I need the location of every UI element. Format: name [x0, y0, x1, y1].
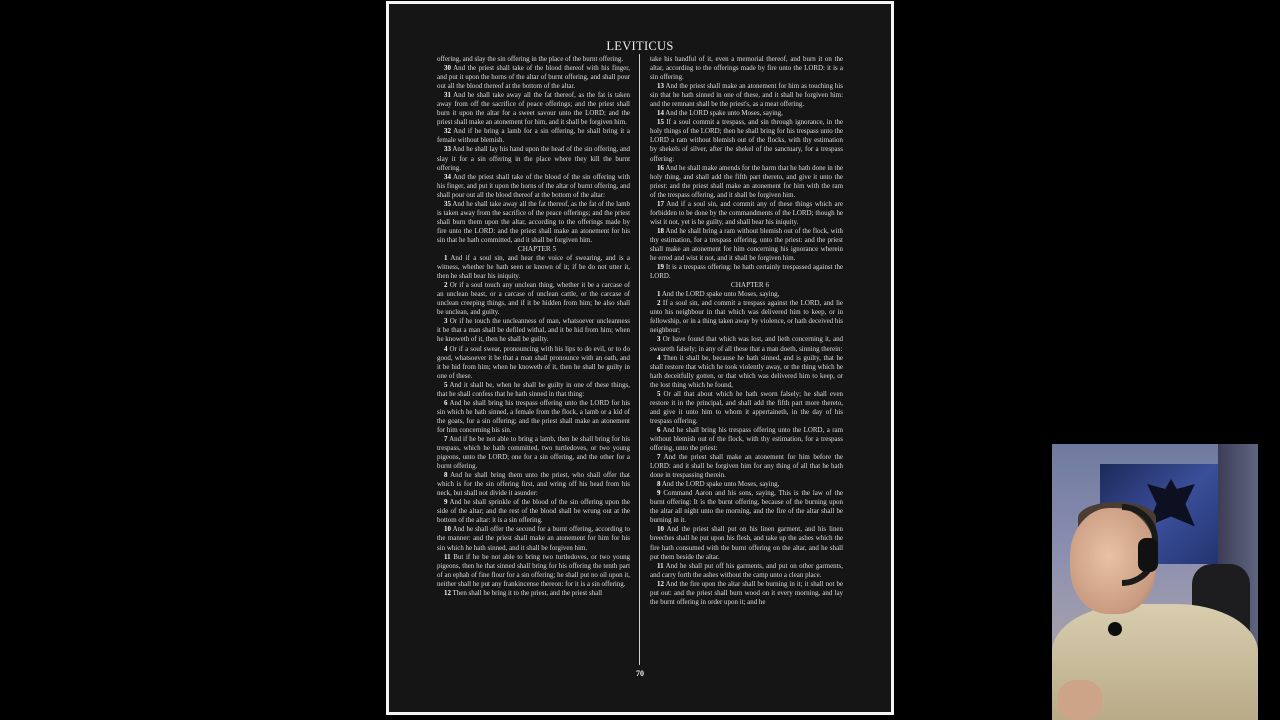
- verse: [437, 345, 630, 381]
- verse: [437, 525, 630, 552]
- verse-text: If a soul commit a trespass, and sin through ignorance, in the holy things of the LORD; then he shall bring for his trespass unto the LORD a ram without blemish out of the flocks, with thy estimation by shekels of silver, after the shekel of the sanctuary, for a trespass offering:: [650, 118, 844, 163]
- verse-number: 12: [657, 579, 664, 588]
- verse: [650, 525, 843, 561]
- verse: [437, 55, 630, 64]
- verse-number: 7: [444, 434, 448, 443]
- verse-text: And if he be not able to bring a lamb, then he shall bring for his trespass, which he hath committed, two turtledoves, or two young pigeons, unto the LORD; one for a sin offering, and the other for a burnt offering.: [437, 434, 630, 471]
- verse: [437, 281, 630, 317]
- right-column: [650, 55, 843, 607]
- verse-text: And he shall take away all the fat thereof, as the fat is taken away from off the sacrifice of peace offerings; and the priest shall burn it upon the altar for a sweet savour unto the LORD; and the priest shall make an atonement for him, and it shall be forgiven him.: [437, 91, 630, 127]
- page-number: 70: [636, 669, 644, 678]
- verse: [437, 64, 630, 91]
- verse-number: 2: [657, 299, 661, 308]
- verse: [650, 55, 843, 82]
- verse-text: And the priest shall take of the blood thereof with his finger, and put it upon the horns of the altar of burnt offering, and shall pour out all the blood thereof at the bottom of the altar.: [437, 64, 630, 91]
- verse: [437, 381, 630, 399]
- verse-text: And the priest shall take of the blood of the sin offering with his finger, and put it upon the horns of the altar of burnt offering, and shall pour out all the blood thereof at the bottom of the altar:: [437, 172, 630, 199]
- verse-number: 12: [444, 588, 451, 597]
- verse-text: And the priest shall make an atonement for him before the LORD: and it shall be forgiven him for any thing of all that he hath done in trespassing therein.: [650, 453, 844, 480]
- verse-number: 33: [444, 145, 451, 154]
- verse-number: 10: [444, 525, 451, 534]
- verse: [650, 562, 843, 580]
- verse-text: And the fire upon the altar shall be burning in it; it shall not be put out: and the priest shall burn wood on it every morning, and lay the burnt offering in order upon it; and he: [650, 579, 843, 606]
- verse: [650, 580, 843, 607]
- verse: [650, 480, 843, 489]
- verse-text: And he shall make amends for the harm that he hath done in the holy thing, and shall add the fifth part thereto, and give it unto the priest: and the priest shall make an atonement for him with the ram of the trespass offering, and it shall be forgiven him.: [650, 163, 843, 199]
- verse-number: 5: [657, 389, 661, 398]
- verse-number: 19: [657, 263, 664, 272]
- verse-text: And the priest shall make an atonement for him as touching his sin that he hath sinned in one of these, and it shall be forgiven him: and the remnant shall be the priest's, as a meat offering.: [650, 82, 843, 109]
- chapter-heading: CHAPTER 5: [517, 244, 557, 253]
- verse-number: 3: [444, 317, 448, 326]
- verse: [650, 200, 843, 227]
- verse: [650, 390, 843, 426]
- verse: [650, 354, 843, 390]
- verse-number: 8: [444, 471, 448, 480]
- verse-number: 31: [444, 91, 451, 100]
- verse-number: 6: [444, 398, 448, 407]
- verse: [437, 553, 630, 589]
- verse: [650, 290, 843, 299]
- verse-text: And he shall bring a ram without blemish out of the flock, with thy estimation, for a trespass offering, unto the priest: and the priest shall make an atonement for him concerning his ignorance wherein he erred and wist it not, and it shall be forgiven him.: [650, 226, 844, 263]
- verse: [437, 173, 630, 200]
- verse-text: And he shall bring his trespass offering unto the LORD for his sin which he hath sinned, a female from the flock, a lamb or a kid of the goats, for a sin offering; and the priest shall make an atonement for him concerning his sin.: [437, 398, 630, 434]
- verse-text: Then it shall be, because he hath sinned, and is guilty, that he shall restore that which he took violently away, or the thing which he hath deceitfully gotten, or that which was delivered him to keep, or the lost thing which he found,: [650, 353, 844, 389]
- verse: [437, 471, 630, 498]
- verse-text: And the LORD spake unto Moses, saying,: [661, 480, 780, 489]
- verse: [650, 118, 843, 163]
- verse-text: And if a soul sin, and commit any of these things which are forbidden to be done by the commandments of the LORD; though he wist it not, yet is he guilty, and shall bear his iniquity.: [650, 199, 843, 226]
- verse-number: 2: [444, 281, 448, 290]
- verse: [437, 399, 630, 435]
- verse-text: It is a trespass offering: he hath certainly trespassed against the LORD.: [650, 263, 844, 281]
- verse: [650, 299, 843, 335]
- verse: [437, 127, 630, 145]
- verse-number: 6: [657, 425, 661, 434]
- verse: [437, 317, 630, 344]
- verse: [437, 589, 630, 598]
- verse-text: take his handful of it, even a memorial thereof, and burn it on the altar, according to the offerings made by fire unto the LORD: it is a sin offering.: [650, 55, 843, 82]
- verse: [650, 164, 843, 200]
- verse: [650, 227, 843, 263]
- running-head: LEVITICUS: [606, 39, 674, 53]
- verse-text: And he shall bring them unto the priest, who shall offer that which is for the sin offering first, and wring off his head from his neck, but shall not divide it asunder:: [437, 471, 630, 498]
- verse-number: 9: [657, 489, 661, 498]
- verse-text: If a soul sin, and commit a trespass against the LORD, and lie unto his neighbour in that which was delivered him to keep, or in fellowship, or in a thing taken away by violence, or hath deceived his neighbour;: [650, 299, 843, 335]
- headset-earcup: [1138, 538, 1158, 572]
- verse: [437, 498, 630, 525]
- verse-text: And he shall take away all the fat thereof, as the fat of the lamb is taken away from the sacrifice of the peace offerings; and the priest shall burn them upon the altar, according to the offerings made by fire unto the LORD: and the priest shall make an atonement for his sin that he hath committed, and it shall be forgiven him.: [437, 199, 631, 244]
- verse-text: And if a soul sin, and hear the voice of swearing, and is a witness, whether he hath seen or known of it; if he do not utter it, then he shall bear his iniquity.: [437, 254, 630, 281]
- verse-text: Or all that about which he hath sworn falsely; he shall even restore it in the principal, and shall add the fifth part more thereto, and give it unto him to whom it appertaineth, in the day of his trespass offering.: [650, 389, 844, 425]
- verse: [650, 489, 843, 525]
- verse-text: And it shall be, when he shall be guilty in one of these things, that he shall confess that he hath sinned in that thing:: [437, 380, 630, 398]
- verse-text: Then shall he bring it to the priest, and the priest shall: [452, 588, 603, 597]
- verse-text: And he shall sprinkle of the blood of the sin offering upon the side of the altar; and the rest of the blood shall be wrung out at the bottom of the altar: it is a sin offering.: [437, 498, 630, 525]
- verse: [437, 145, 630, 172]
- verse-number: 9: [444, 498, 448, 507]
- verse-number: 14: [657, 109, 664, 118]
- verse-number: 30: [444, 64, 451, 73]
- verse-text: And he shall offer the second for a burnt offering, according to the manner: and the priest shall make an atonement for him for his sin which he hath sinned, and it shall be forgiven him.: [437, 525, 630, 552]
- verse-number: 32: [444, 127, 451, 136]
- verse-number: 8: [657, 480, 661, 489]
- verse-text: Or if a soul swear, pronouncing with his lips to do evil, or to do good, whatsoever it be that a man shall pronounce with an oath, and it be hid from him; when he knoweth of it, then he shall be guilty in one of these.: [437, 344, 630, 380]
- verse-text: Or if a soul touch any unclean thing, whether it be a carcase of an unclean beast, or a carcase of unclean cattle, or the carcase of unclean creeping things, and if it be hidden from him; he also shall be unclean, and guilty.: [437, 281, 631, 317]
- verse-number: 1: [657, 290, 661, 299]
- verse-text: And he shall lay his hand upon the head of the sin offering, and slay it for a sin offering in the place where they kill the burnt offering.: [437, 145, 631, 172]
- left-column: [437, 55, 630, 598]
- verse-number: 7: [657, 453, 661, 462]
- verse: [437, 435, 630, 471]
- verse-number: 4: [657, 353, 661, 362]
- verse-number: 13: [657, 82, 664, 91]
- verse-number: 15: [657, 118, 664, 127]
- verse-number: 11: [657, 561, 664, 570]
- presenter-hand: [1058, 680, 1102, 720]
- verse-text: And the priest shall put on his linen garment, and his linen breeches shall he put upon his flesh, and take up the ashes which the fire hath consumed with the burnt offering on the altar, and he shall put them beside the altar.: [650, 525, 843, 561]
- verse-number: 16: [657, 163, 664, 172]
- verse-number: 17: [657, 199, 664, 208]
- verse: [437, 91, 630, 127]
- verse: [437, 254, 630, 281]
- webcam-overlay: [1052, 444, 1258, 720]
- verse: [650, 263, 843, 281]
- verse: [650, 453, 843, 480]
- verse-number: 35: [444, 199, 451, 208]
- bible-page: [386, 1, 894, 715]
- verse-number: 4: [444, 344, 448, 353]
- verse: [650, 109, 843, 118]
- verse: [650, 426, 843, 453]
- verse-number: 1: [444, 254, 448, 263]
- verse-number: 3: [657, 335, 661, 344]
- verse-number: 18: [657, 226, 664, 235]
- verse: [650, 82, 843, 109]
- verse-text: But if he be not able to bring two turtledoves, or two young pigeons, then he that sinned shall bring for his offering the tenth part of an ephah of fine flour for a sin offering; he shall put no oil upon it, neither shall he put any frankincense thereon: for it is a sin offering.: [437, 552, 631, 588]
- verse-number: 11: [444, 552, 451, 561]
- verse-text: offering, and slay the sin offering in the place of the burnt offering.: [437, 55, 624, 63]
- verse-number: 5: [444, 380, 448, 389]
- chapter-heading: CHAPTER 6: [730, 281, 770, 290]
- verse-text: And he shall put off his garments, and put on other garments, and carry forth the ashes without the camp unto a clean place.: [650, 561, 843, 579]
- verse-number: 34: [444, 172, 451, 181]
- verse-text: And the LORD spake unto Moses, saying,: [665, 109, 783, 118]
- microphone-icon: [1108, 622, 1122, 636]
- verse-text: And if he bring a lamb for a sin offering, he shall bring it a female without blemish.: [437, 127, 630, 145]
- verse-text: Or if he touch the uncleanness of man, whatsoever uncleanness it be that a man shall be defiled withal, and it be hid from him; when he knoweth of it, then he shall be guilty.: [437, 317, 630, 344]
- verse: [437, 200, 630, 245]
- column-divider: [639, 54, 640, 665]
- verse-text: And he shall bring his trespass offering unto the LORD, a ram without blemish out of the flock, with thy estimation, for a trespass offering, unto the priest:: [650, 425, 843, 453]
- verse-text: Command Aaron and his sons, saying, This is the law of the burnt offering: It is the burnt offering, because of the burning upon the altar all night unto the morning, and the fire of the altar shall be burning in it.: [650, 489, 843, 525]
- verse: [650, 335, 843, 353]
- verse-number: 10: [657, 525, 664, 534]
- verse-text: Or have found that which was lost, and lieth concerning it, and sweareth falsely; in any of all these that a man doeth, sinning therein:: [650, 335, 844, 353]
- verse-text: And the LORD spake unto Moses, saying,: [661, 290, 780, 299]
